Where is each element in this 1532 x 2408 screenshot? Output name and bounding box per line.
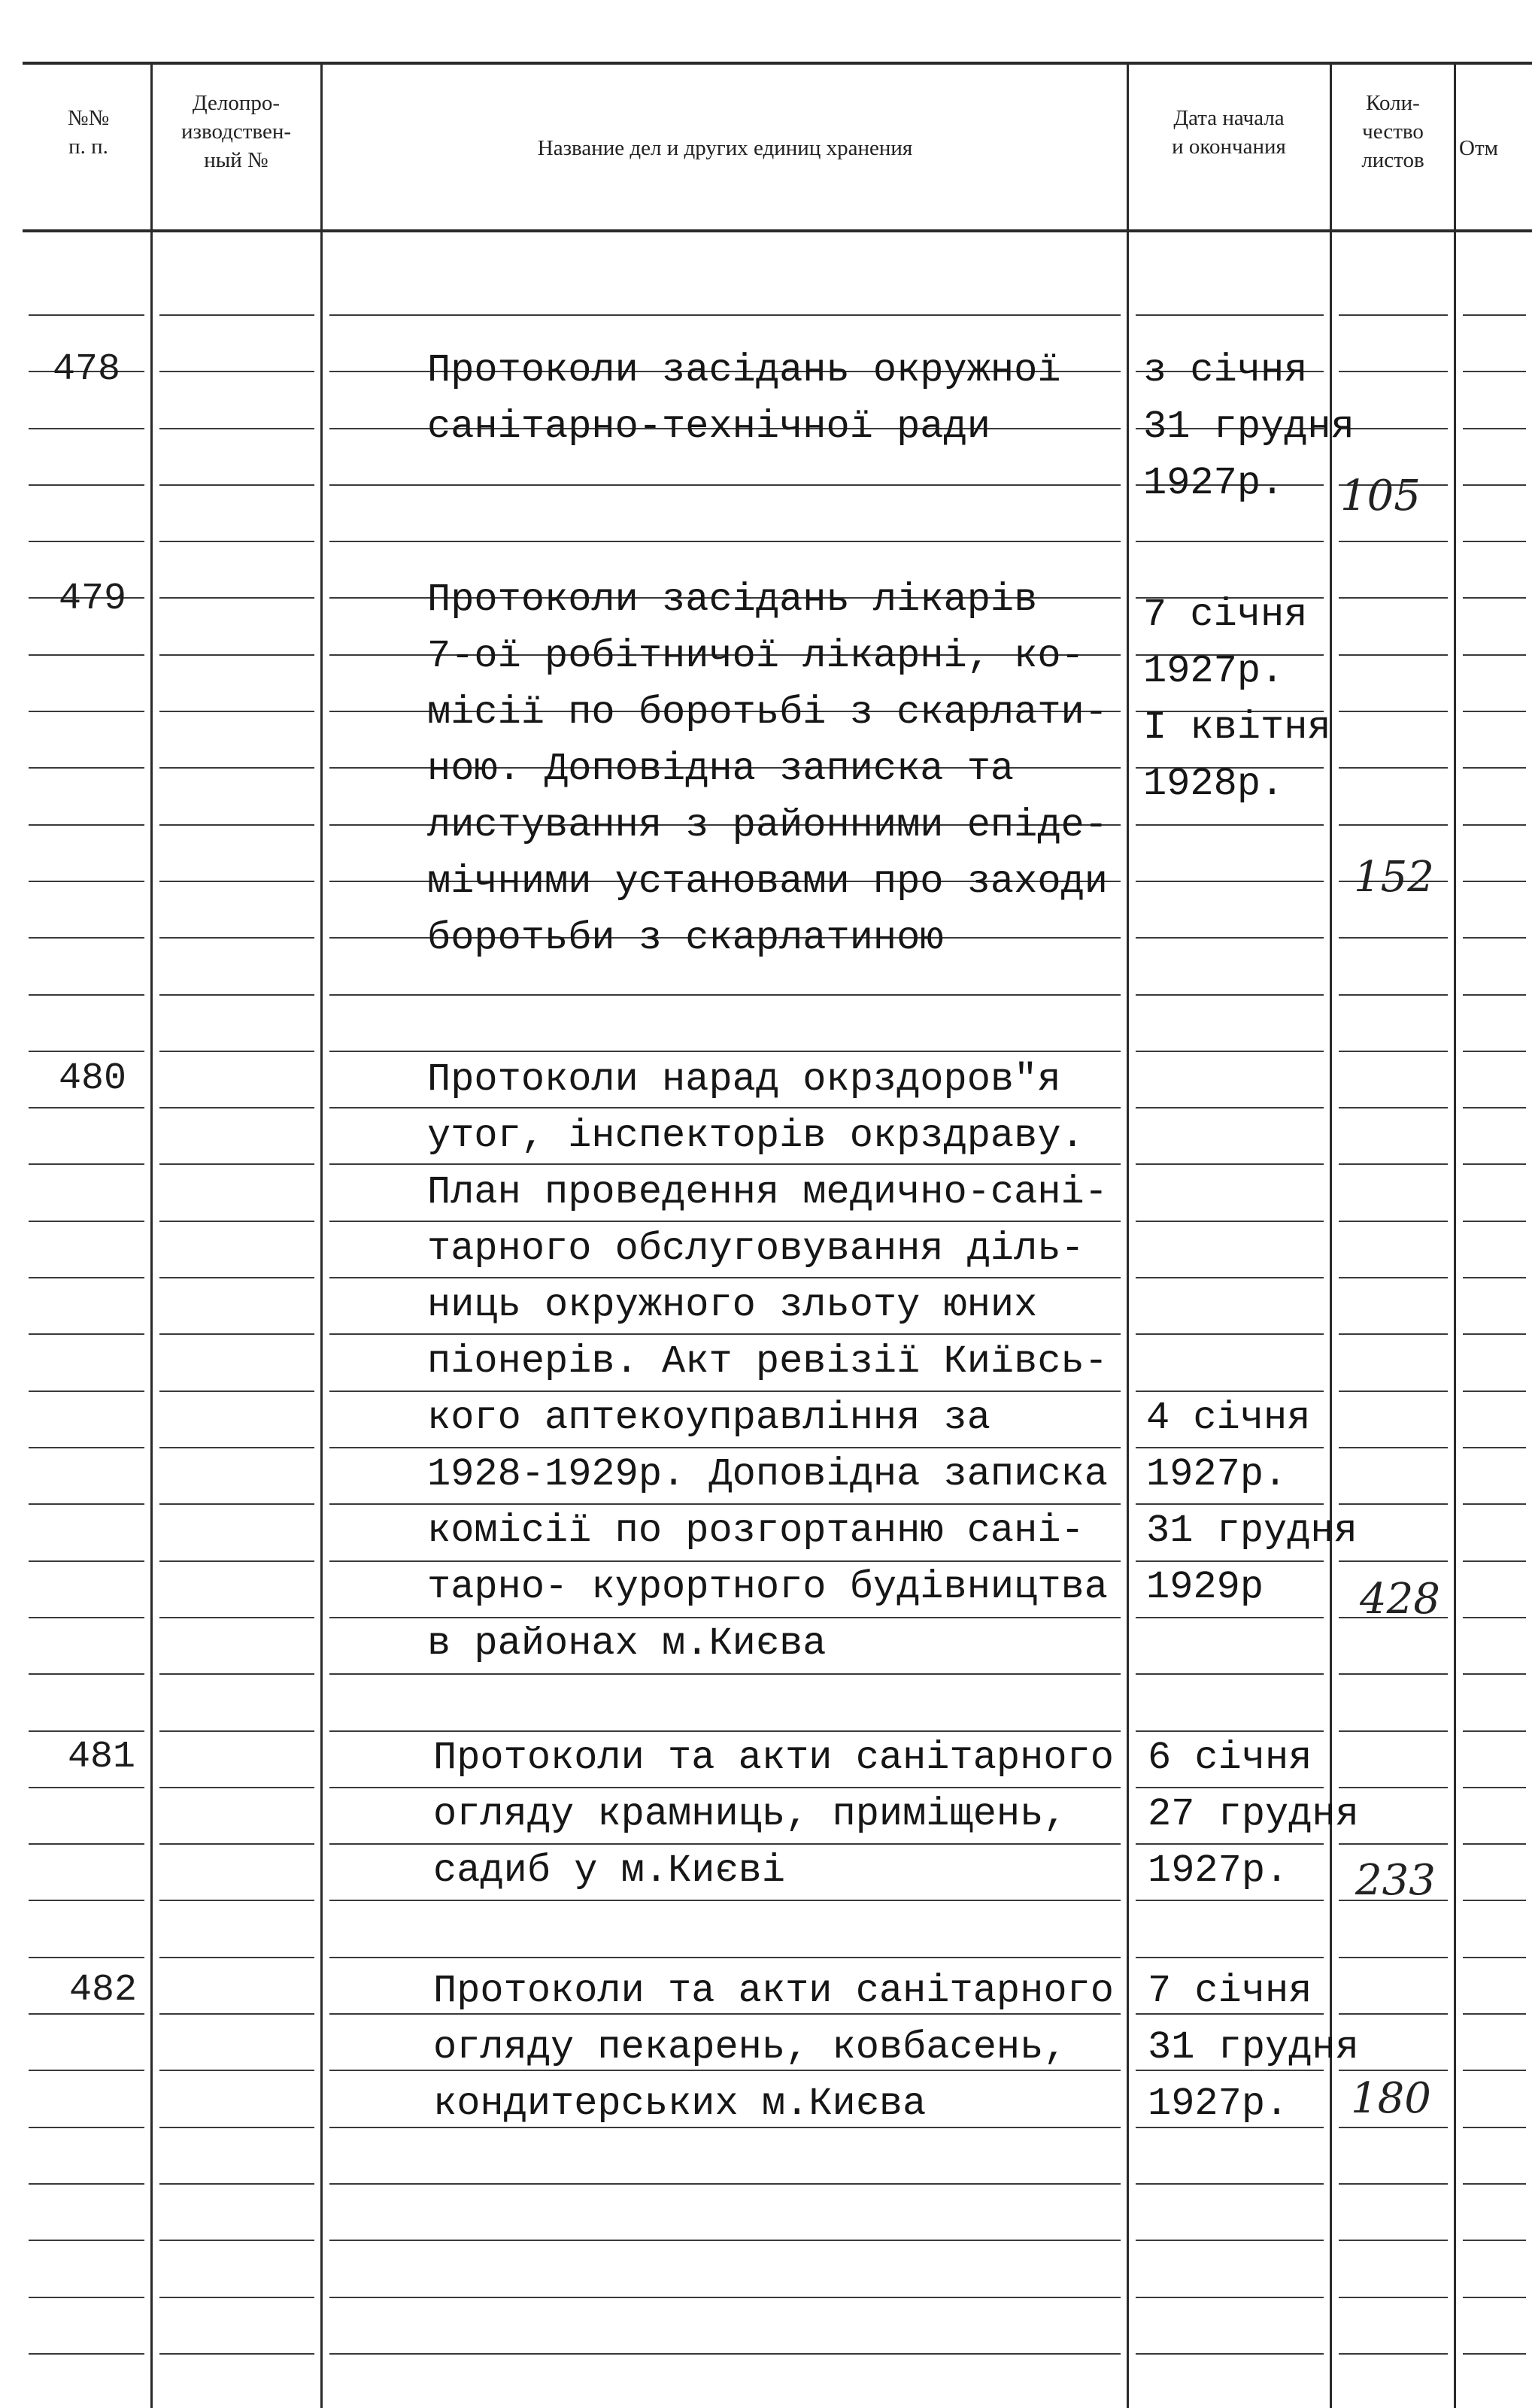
ruled-line bbox=[29, 1843, 144, 1845]
ruled-line bbox=[1136, 824, 1324, 826]
ruled-line bbox=[1463, 1673, 1526, 1675]
ruled-line bbox=[159, 767, 314, 769]
ruled-line bbox=[29, 1957, 144, 1958]
ruled-line bbox=[29, 1163, 144, 1165]
entry-number: 478 bbox=[53, 348, 121, 391]
ruled-line bbox=[159, 1051, 314, 1052]
ruled-line bbox=[329, 484, 1121, 486]
ruled-line bbox=[1339, 1051, 1448, 1052]
ruled-line bbox=[1463, 2297, 1526, 2298]
ruled-line bbox=[159, 2013, 314, 2015]
ruled-line bbox=[159, 1163, 314, 1165]
ruled-line bbox=[29, 541, 144, 542]
ruled-line bbox=[1339, 428, 1448, 429]
ruled-line bbox=[29, 1447, 144, 1448]
header-col-title: Название дел и других единиц хранения bbox=[537, 136, 913, 160]
header-top-rule bbox=[23, 62, 1532, 65]
ruled-line bbox=[159, 2127, 314, 2128]
ruled-line bbox=[1136, 994, 1324, 996]
entry-sheet-count: 233 bbox=[1355, 1856, 1436, 1905]
ruled-line bbox=[159, 1560, 314, 1562]
ruled-line bbox=[159, 1843, 314, 1845]
ruled-line bbox=[1463, 2240, 1526, 2241]
ruled-line bbox=[159, 1900, 314, 1901]
ruled-line bbox=[1463, 1787, 1526, 1788]
ruled-line bbox=[29, 1391, 144, 1392]
entry-title: Протоколи засідань лікарів 7-ої робітничої лікарні, ко- місії по боротьбі з скарлати- ною. Доповідна записка та листування з районними епіде- мічними установами про заходи боротьби з скарлатиною bbox=[427, 578, 1108, 960]
ruled-line bbox=[1463, 1447, 1526, 1448]
ruled-line bbox=[159, 597, 314, 599]
ruled-line bbox=[329, 2353, 1121, 2355]
ruled-line bbox=[1339, 824, 1448, 826]
ruled-line bbox=[1136, 1051, 1324, 1052]
ruled-line bbox=[159, 541, 314, 542]
ruled-line bbox=[1463, 1730, 1526, 1732]
ruled-line bbox=[29, 2240, 144, 2241]
ruled-line bbox=[159, 2353, 314, 2355]
ruled-line bbox=[29, 1221, 144, 1222]
ruled-line bbox=[159, 1730, 314, 1732]
column-divider bbox=[1454, 62, 1456, 2408]
ruled-line bbox=[29, 2127, 144, 2128]
ruled-line bbox=[1136, 1900, 1324, 1901]
entry-sheet-count: 152 bbox=[1354, 853, 1434, 902]
ruled-line bbox=[1463, 1107, 1526, 1108]
ruled-line bbox=[1463, 2353, 1526, 2355]
ruled-line bbox=[1463, 881, 1526, 882]
ruled-line bbox=[1339, 994, 1448, 996]
header-col-sheets: Коли- чество листов bbox=[1361, 91, 1424, 172]
entry-title: Протоколи та акти санітарного огляду крамниць, приміщень, садиб у м.Києві bbox=[433, 1736, 1114, 1893]
ruled-line bbox=[159, 1391, 314, 1392]
ruled-line bbox=[29, 994, 144, 996]
column-divider bbox=[1127, 62, 1129, 2408]
ruled-line bbox=[29, 824, 144, 826]
ruled-line bbox=[1339, 2183, 1448, 2185]
ruled-line bbox=[159, 1787, 314, 1788]
ruled-line bbox=[1339, 1107, 1448, 1108]
ruled-line bbox=[159, 1673, 314, 1675]
ruled-line bbox=[1463, 1560, 1526, 1562]
header-col-office-number: Делопро- изводствен- ный № bbox=[181, 91, 291, 172]
ruled-line bbox=[29, 428, 144, 429]
ruled-line bbox=[1463, 1503, 1526, 1505]
ruled-line bbox=[1136, 2240, 1324, 2241]
entry-title: Протоколи та акти санітарного огляду пекарень, ковбасень, кондитерських м.Києва bbox=[433, 1969, 1114, 2126]
ruled-line bbox=[29, 1617, 144, 1618]
entry-sheet-count: 428 bbox=[1360, 1575, 1440, 1624]
ruled-line bbox=[159, 1617, 314, 1618]
ruled-line bbox=[159, 824, 314, 826]
ruled-line bbox=[1136, 1107, 1324, 1108]
ruled-line bbox=[1463, 1333, 1526, 1335]
ruled-line bbox=[29, 654, 144, 656]
entry-dates: з січня 31 грудня 1927р. bbox=[1143, 348, 1355, 505]
ruled-line bbox=[1463, 994, 1526, 996]
ruled-line bbox=[329, 1673, 1121, 1675]
ruled-line bbox=[1339, 937, 1448, 939]
ruled-line bbox=[1463, 2070, 1526, 2071]
ruled-line bbox=[1339, 2297, 1448, 2298]
ruled-line bbox=[1136, 541, 1324, 542]
ruled-line bbox=[159, 484, 314, 486]
ruled-line bbox=[159, 1447, 314, 1448]
ruled-line bbox=[1136, 881, 1324, 882]
ruled-line bbox=[29, 1560, 144, 1562]
ruled-line bbox=[29, 881, 144, 882]
ruled-line bbox=[159, 2070, 314, 2071]
ruled-line bbox=[159, 654, 314, 656]
ruled-line bbox=[329, 2297, 1121, 2298]
ruled-line bbox=[1136, 1163, 1324, 1165]
ruled-line bbox=[1463, 2013, 1526, 2015]
ruled-line bbox=[159, 1107, 314, 1108]
ruled-line bbox=[1339, 711, 1448, 712]
ruled-line bbox=[1136, 1277, 1324, 1278]
ruled-line bbox=[329, 541, 1121, 542]
entry-dates: 6 січня 27 грудня 1927р. bbox=[1148, 1736, 1359, 1893]
ruled-line bbox=[1339, 767, 1448, 769]
ruled-line bbox=[1463, 597, 1526, 599]
ruled-line bbox=[1339, 2353, 1448, 2355]
ruled-line bbox=[329, 1900, 1121, 1901]
ruled-line bbox=[1463, 1900, 1526, 1901]
ruled-line bbox=[159, 1503, 314, 1505]
ruled-line bbox=[1136, 314, 1324, 316]
ruled-line bbox=[329, 2240, 1121, 2241]
ruled-line bbox=[1339, 1673, 1448, 1675]
ruled-line bbox=[1136, 937, 1324, 939]
ruled-line bbox=[159, 994, 314, 996]
entry-number: 480 bbox=[59, 1057, 127, 1100]
ruled-line bbox=[1136, 1617, 1324, 1618]
ruled-line bbox=[1463, 1277, 1526, 1278]
entry-sheet-count: 105 bbox=[1340, 472, 1421, 520]
entry-title: Протоколи засідань окружної санітарно-технічної ради bbox=[427, 348, 1061, 449]
ruled-line bbox=[1463, 767, 1526, 769]
ruled-line bbox=[1463, 711, 1526, 712]
ruled-line bbox=[1463, 484, 1526, 486]
header-bottom-rule bbox=[23, 229, 1532, 232]
ruled-line bbox=[1463, 1051, 1526, 1052]
ruled-line bbox=[29, 1900, 144, 1901]
ruled-line bbox=[159, 428, 314, 429]
ruled-line bbox=[159, 2240, 314, 2241]
ruled-line bbox=[1463, 1617, 1526, 1618]
ruled-line bbox=[1463, 1221, 1526, 1222]
ruled-line bbox=[1136, 2353, 1324, 2355]
ruled-line bbox=[29, 711, 144, 712]
header-col-notes: Отм bbox=[1459, 136, 1498, 160]
ruled-line bbox=[1463, 541, 1526, 542]
ruled-line bbox=[1339, 1221, 1448, 1222]
ruled-line bbox=[1463, 428, 1526, 429]
ruled-line bbox=[159, 1333, 314, 1335]
ruled-line bbox=[1463, 1391, 1526, 1392]
ruled-line bbox=[29, 2183, 144, 2185]
ruled-line bbox=[1463, 314, 1526, 316]
ruled-line bbox=[159, 937, 314, 939]
ruled-line bbox=[329, 994, 1121, 996]
ruled-line bbox=[29, 2353, 144, 2355]
ruled-line bbox=[159, 1221, 314, 1222]
entry-number: 482 bbox=[69, 1969, 138, 2012]
ruled-line bbox=[1339, 1163, 1448, 1165]
ruled-line bbox=[1136, 2183, 1324, 2185]
ruled-line bbox=[329, 2183, 1121, 2185]
ruled-line bbox=[1136, 1957, 1324, 1958]
entry-title: Протоколи нарад окрздоров"я утог, інспекторів окрздраву. План проведення медично-сані- тарного обслуговування діль- ниць окружного зльоту юних піонерів. Акт ревізії Київсь- кого аптекоуправління за 1928-1929р. Доповідна записка комісії по розгортанню сані- тарно- курортного будівництва в районах м.Києва bbox=[427, 1057, 1108, 1666]
ruled-line bbox=[1463, 654, 1526, 656]
ruled-line bbox=[1339, 541, 1448, 542]
ruled-line bbox=[29, 1787, 144, 1788]
ruled-line bbox=[29, 2070, 144, 2071]
ruled-line bbox=[1463, 937, 1526, 939]
ruled-line bbox=[159, 371, 314, 372]
ruled-line bbox=[159, 1957, 314, 1958]
ruled-line bbox=[1339, 654, 1448, 656]
ruled-line bbox=[159, 711, 314, 712]
ruled-line bbox=[29, 1333, 144, 1335]
ruled-line bbox=[1339, 1333, 1448, 1335]
ruled-line bbox=[1463, 2127, 1526, 2128]
ruled-line bbox=[29, 1503, 144, 1505]
ruled-line bbox=[1136, 1221, 1324, 1222]
ruled-line bbox=[1463, 1957, 1526, 1958]
ruled-line bbox=[159, 1277, 314, 1278]
ruled-line bbox=[1463, 1163, 1526, 1165]
ruled-line bbox=[1463, 1843, 1526, 1845]
ruled-line bbox=[1463, 824, 1526, 826]
ruled-line bbox=[29, 767, 144, 769]
ruled-line bbox=[159, 881, 314, 882]
ruled-line bbox=[329, 314, 1121, 316]
ruled-line bbox=[1339, 1957, 1448, 1958]
ruled-line bbox=[1339, 2240, 1448, 2241]
entry-sheet-count: 180 bbox=[1351, 2074, 1431, 2123]
ruled-line bbox=[29, 937, 144, 939]
entry-dates: 7 січня 31 грудня 1927р. bbox=[1148, 1969, 1359, 2126]
header-col-number: №№ п. п. bbox=[67, 106, 110, 159]
ruled-line bbox=[1463, 371, 1526, 372]
ruled-line bbox=[1339, 1277, 1448, 1278]
ruled-line bbox=[29, 484, 144, 486]
ruled-line bbox=[1339, 314, 1448, 316]
ruled-line bbox=[159, 314, 314, 316]
entry-dates: 4 січня 1927р. 31 грудня 1929р bbox=[1146, 1396, 1358, 1609]
ruled-line bbox=[159, 2297, 314, 2298]
ruled-line bbox=[29, 314, 144, 316]
ruled-line bbox=[29, 2297, 144, 2298]
ruled-line bbox=[1339, 371, 1448, 372]
header-col-dates: Дата начала и окончания bbox=[1172, 106, 1286, 159]
entry-number: 479 bbox=[59, 578, 127, 620]
ruled-line bbox=[1339, 597, 1448, 599]
ruled-line bbox=[1136, 1333, 1324, 1335]
ruled-line bbox=[29, 1277, 144, 1278]
ruled-line bbox=[29, 1107, 144, 1108]
entry-number: 481 bbox=[68, 1736, 136, 1779]
ruled-line bbox=[29, 1673, 144, 1675]
ruled-line bbox=[1136, 2297, 1324, 2298]
ruled-line bbox=[1463, 2183, 1526, 2185]
column-divider bbox=[320, 62, 323, 2408]
ruled-line bbox=[159, 2183, 314, 2185]
ruled-line bbox=[1136, 1673, 1324, 1675]
column-divider bbox=[150, 62, 153, 2408]
entry-dates: 7 січня 1927р. I квітня 1928р. bbox=[1143, 593, 1331, 806]
ruled-line bbox=[329, 1957, 1121, 1958]
